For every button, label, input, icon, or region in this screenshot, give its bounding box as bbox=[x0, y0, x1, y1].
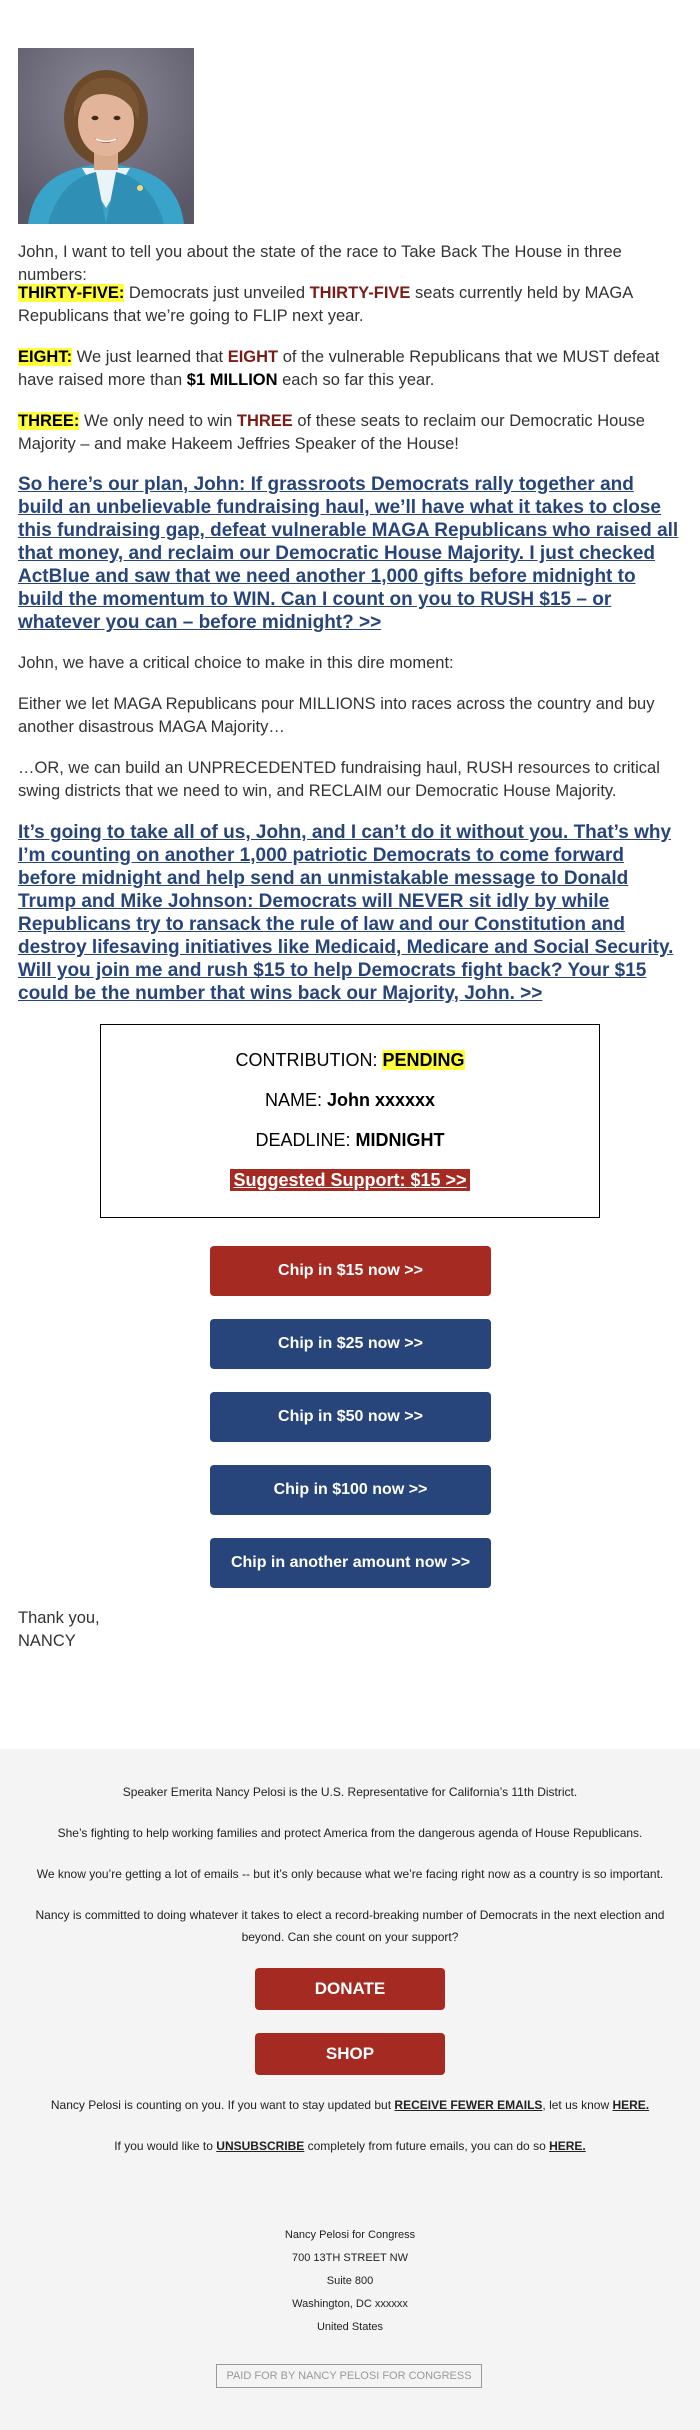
three-paragraph bbox=[18, 410, 682, 456]
eight-mid: of the vulnerable Republicans that we MUST defeat have raised more than bbox=[18, 348, 660, 389]
three-emph: THREE bbox=[236, 412, 293, 430]
address-line-4: Washington, DC xxxxxx bbox=[292, 2298, 408, 2310]
thirty-five-paragraph bbox=[18, 282, 682, 328]
portrait-photo bbox=[18, 48, 194, 224]
either-text: Either we let MAGA Republicans pour MILLIONS into races across the country and buy another disastrous MAGA Majority… bbox=[18, 695, 655, 736]
unsubscribe-link[interactable]: UNSUBSCRIBE bbox=[216, 2139, 305, 2153]
address-line-1: Nancy Pelosi for Congress bbox=[284, 2229, 416, 2241]
critical-choice-text: John, we have a critical choice to make in this dire moment: bbox=[18, 654, 454, 672]
eight-pre: We just learned that bbox=[72, 348, 228, 366]
eight-post: each so far this year. bbox=[277, 371, 435, 389]
chip-in-25-button[interactable]: Chip in $25 now >> bbox=[210, 1319, 491, 1369]
eight-paragraph bbox=[18, 346, 682, 392]
chip-in-15-button[interactable]: Chip in $15 now >> bbox=[210, 1246, 491, 1296]
thirty-five-pre: Democrats just unveiled bbox=[124, 284, 310, 302]
chip-in-other-amount-button[interactable]: Chip in another amount now >> bbox=[210, 1538, 491, 1588]
three-post: of these seats to reclaim our Democratic House Majority – and make Hakeem Jeffries Speaker of the House! bbox=[18, 412, 645, 453]
unsubscribe-here-link[interactable]: HERE. bbox=[549, 2139, 586, 2153]
chip-in-100-button[interactable]: Chip in $100 now >> bbox=[210, 1465, 491, 1515]
three-label: THREE: bbox=[18, 412, 80, 430]
three-pre: We only need to win bbox=[79, 412, 237, 430]
deadline-value: MIDNIGHT bbox=[355, 1130, 445, 1150]
deadline-label: DEADLINE: bbox=[255, 1130, 356, 1150]
signoff-name: NANCY bbox=[18, 1632, 76, 1650]
name-value: John xxxxxx bbox=[326, 1090, 436, 1110]
footer-district-text: Speaker Emerita Nancy Pelosi is the U.S. Representative for California’s 11th District. bbox=[122, 1785, 578, 1799]
fight-back-donate-link[interactable]: It’s going to take all of us, John, and I can’t do it without you. That’s why I’m counting on another 1,000 patriotic Democrats to come forward before midnight and help send an unmistakable message to Donald Trump and Mike Johnson: Democrats will NEVER sit idly by while Republicans try to ransack the rule of law and our Constitution and destroy lifesaving initiatives like Medicaid, Medicare and Social Security. Will you join me and rush $15 to help Democrats fight back? Your $15 could be the number that wins back our Majority, John. >> bbox=[18, 822, 674, 1004]
unsubscribe-mid: completely from future emails, you can do so bbox=[304, 2139, 550, 2153]
address-line-2: 700 13TH STREET NW bbox=[292, 2252, 408, 2264]
thirty-five-post: seats currently held by MAGA Republicans that we’re going to FLIP next year. bbox=[18, 284, 633, 325]
name-label: NAME: bbox=[264, 1090, 327, 1110]
footer-emails-text: We know you’re getting a lot of emails -- but it’s only because what we’re facing right now as a country is so important. bbox=[36, 1867, 664, 1881]
fewer-emails-mid: , let us know bbox=[542, 2098, 613, 2112]
contribution-status: PENDING bbox=[382, 1050, 465, 1070]
eight-emph: EIGHT bbox=[227, 348, 279, 366]
name-row bbox=[101, 1089, 599, 1111]
donate-button[interactable]: DONATE bbox=[255, 1968, 445, 2010]
paid-for-by-disclaimer: PAID FOR BY NANCY PELOSI FOR CONGRESS bbox=[216, 2364, 482, 2388]
plan-donate-link[interactable]: So here’s our plan, John: If grassroots Democrats rally together and build an unbelievable fundraising haul, we’ll have what it takes to close this fundraising gap, defeat vulnerable MAGA Republicans who raised all that money, and reclaim our Democratic House Majority. I just checked ActBlue and saw that we need another 1,000 gifts before midnight to build the momentum to WIN. Can I count on you to RUSH $15 – or whatever you can – before midnight? >> bbox=[18, 474, 679, 633]
fewer-emails-here-link[interactable]: HERE. bbox=[612, 2098, 650, 2112]
shop-button[interactable]: SHOP bbox=[255, 2033, 445, 2075]
footer bbox=[0, 1749, 700, 2430]
chip-in-50-button[interactable]: Chip in $50 now >> bbox=[210, 1392, 491, 1442]
contribution-box bbox=[100, 1024, 600, 1218]
footer-committed-text: Nancy is committed to doing whatever it takes to elect a record-breaking number of Democrats in the next election and beyond. Can she count on your support? bbox=[35, 1908, 665, 1944]
thirty-five-label: THIRTY-FIVE: bbox=[18, 284, 125, 302]
fewer-emails-pre: Nancy Pelosi is counting on you. If you want to stay updated but bbox=[50, 2098, 395, 2112]
deadline-row bbox=[101, 1129, 599, 1151]
address-line-3: Suite 800 bbox=[326, 2275, 374, 2287]
contribution-label: CONTRIBUTION: bbox=[235, 1050, 383, 1070]
eight-label: EIGHT: bbox=[18, 348, 73, 366]
receive-fewer-emails-link[interactable]: RECEIVE FEWER EMAILS bbox=[394, 2098, 543, 2112]
intro-text: John, I want to tell you about the state of the race to Take Back The House in three numbers: bbox=[18, 243, 622, 284]
fewer-emails-text bbox=[30, 2094, 670, 2116]
or-text: …OR, we can build an UNPRECEDENTED fundraising haul, RUSH resources to critical swing districts that we need to win, and RECLAIM our Democratic House Majority. bbox=[18, 759, 660, 800]
contribution-row bbox=[101, 1049, 599, 1071]
signoff-thanks: Thank you, bbox=[18, 1609, 100, 1627]
suggested-support-link[interactable]: Suggested Support: $15 >> bbox=[230, 1169, 469, 1191]
unsubscribe-pre: If you would like to bbox=[114, 2139, 217, 2153]
unsubscribe-text bbox=[30, 2135, 670, 2157]
thirty-five-emph: THIRTY-FIVE bbox=[309, 284, 411, 302]
address-line-5: United States bbox=[316, 2321, 384, 2333]
eight-amount: $1 MILLION bbox=[186, 371, 278, 389]
footer-fighting-text: She’s fighting to help working families and protect America from the dangerous agenda of House Republicans. bbox=[57, 1826, 643, 1840]
